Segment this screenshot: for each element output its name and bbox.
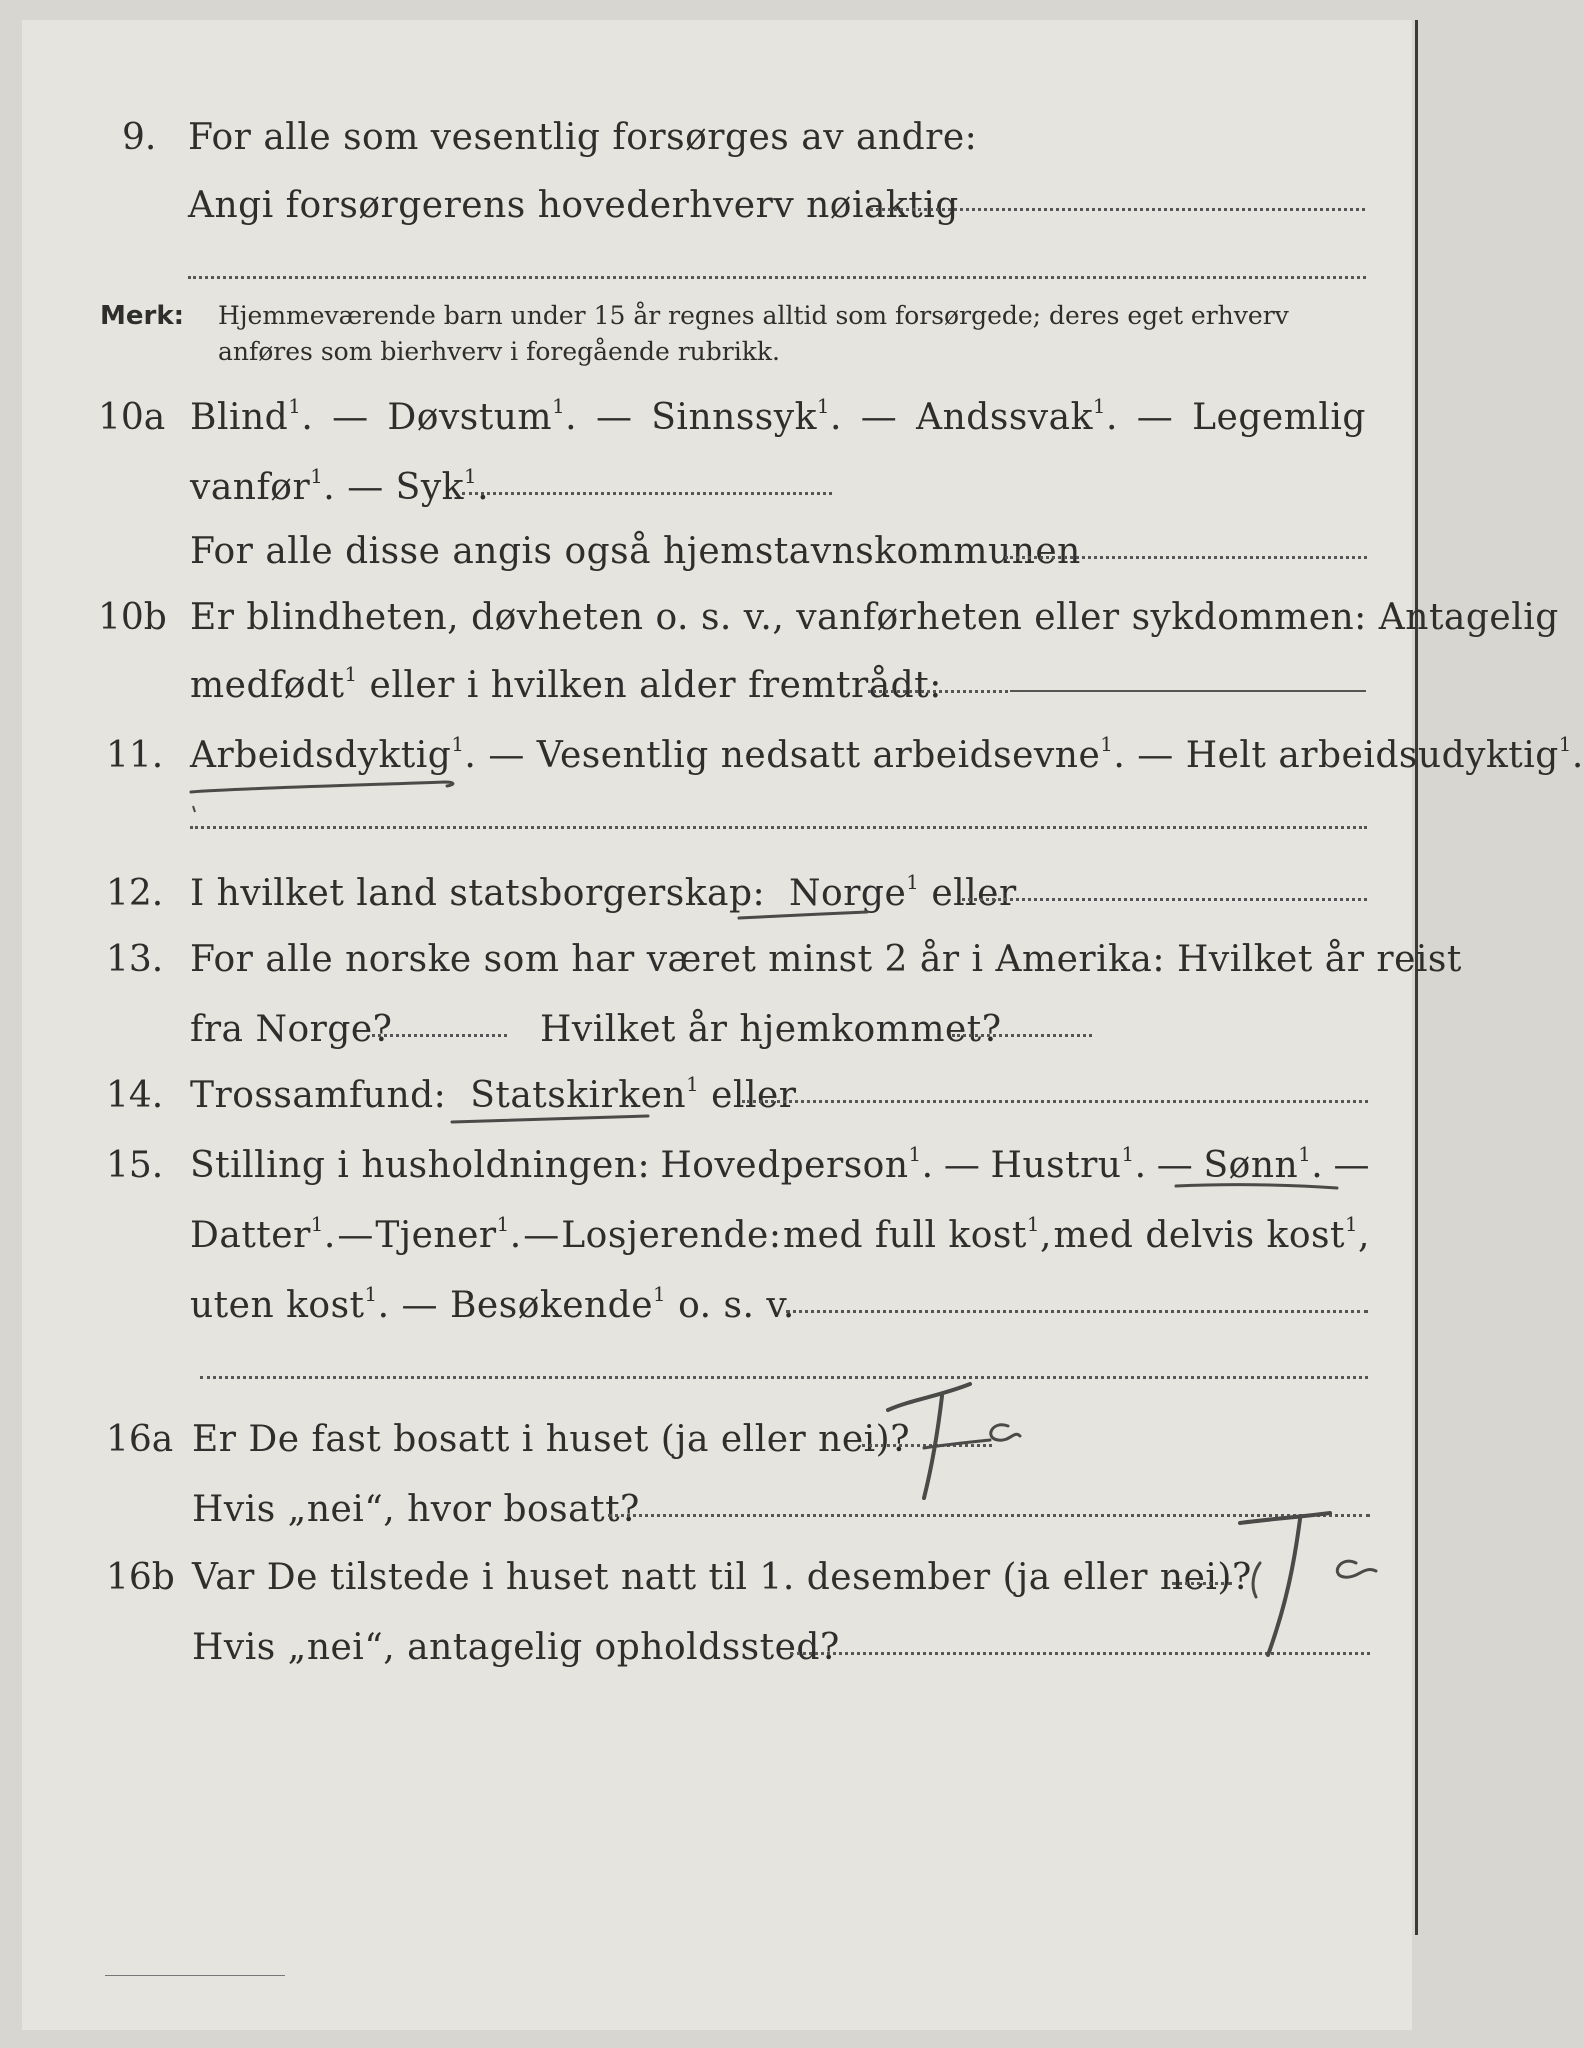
item-15-line2: Datter$^1$. — Tjener$^1$. — Losjerende: med full kost$^1$, med delvis kost$^1$, — [190, 1213, 1370, 1256]
item-16b-answer-line — [1172, 1582, 1232, 1585]
item-11-answer-line — [190, 826, 1367, 829]
item-10a-hjemstavn-line — [1005, 556, 1367, 559]
item-12-answer-line — [962, 898, 1367, 901]
item-9-line1: For alle som vesentlig forsørges av andre: — [188, 117, 978, 158]
option-hovedperson: Hovedperson$^1$. — [660, 1143, 934, 1186]
option-delvis-kost: med delvis kost$^1$, — [1053, 1213, 1370, 1256]
option-legemlig: Legemlig — [1192, 397, 1366, 438]
option-datter: Datter$^1$. — [190, 1213, 336, 1256]
item-13-fra-line — [372, 1034, 507, 1037]
item-10b-answer-line — [1010, 690, 1366, 692]
separator: — — [488, 735, 525, 776]
item-15-line3: uten kost$^1$. — Besøkende$^1$ o. s. v. — [190, 1283, 795, 1326]
separator: — — [347, 467, 384, 508]
item-9-line2: Angi forsørgerens hovederhverv nøiaktig — [188, 185, 959, 226]
option-andssvak: Andssvak$^1$. — [916, 395, 1118, 438]
item-9-number: 9. — [122, 117, 157, 158]
option-tjener: Tjener$^1$. — [375, 1213, 522, 1256]
option-syk: Syk$^1$. — [395, 465, 490, 508]
option-statskirken: Statskirken$^1$ — [470, 1073, 700, 1116]
item-10a-line2 — [190, 466, 489, 510]
merk-label: Merk: — [100, 301, 185, 331]
separator: — — [595, 397, 633, 438]
item-10b-line2: medfødt$^1$ eller i hvilken alder fremtrådt: — [190, 663, 942, 706]
option-nedsatt: Vesentlig nedsatt arbeidsevne$^1$. — [536, 733, 1126, 776]
handwriting-16a-answer — [880, 1370, 1040, 1510]
option-sinnssyk: Sinnssyk$^1$. — [651, 395, 842, 438]
item-14-line: Trossamfund: Statskirken$^1$ eller — [190, 1073, 797, 1116]
item-10a-line1 — [190, 396, 1366, 440]
item-15-answer-line — [786, 1310, 1368, 1313]
option-vanfor: vanfør$^1$. — [190, 465, 336, 508]
item-9-answer-line — [870, 208, 1365, 211]
item-11-number: 11. — [106, 735, 164, 776]
underline-sonn-mark — [1172, 1172, 1342, 1202]
underline-norge-mark — [735, 900, 875, 930]
item-12-line: I hvilket land statsborgerskap: Norge$^1$ eller — [190, 871, 1017, 914]
item-10a-answer-line — [462, 492, 832, 495]
separator: — — [523, 1215, 560, 1256]
separator: — — [860, 397, 898, 438]
underline-arbeidsdyktig-mark — [185, 764, 465, 814]
item-13-line1: For alle norske som har været minst 2 år i Amerika: Hvilket år reist — [190, 939, 1462, 980]
option-norge: Norge$^1$ — [789, 871, 920, 914]
option-uten-kost: uten kost$^1$. — [190, 1283, 390, 1326]
separator: — — [332, 397, 369, 438]
item-14-number: 14. — [106, 1075, 164, 1116]
item-15-number: 15. — [106, 1145, 164, 1186]
item-13-hjem-line — [952, 1034, 1092, 1037]
separator: — — [1137, 735, 1174, 776]
item-10a-number: 10a — [98, 397, 166, 438]
separator: — — [401, 1285, 439, 1326]
option-arbeidsdyktig: Arbeidsdyktig$^1$. — [190, 733, 477, 776]
item-10b-answer-dots — [868, 690, 1008, 693]
option-full-kost: med full kost$^1$, — [783, 1213, 1052, 1256]
merk-line1: Hjemmeværende barn under 15 år regnes alltid som forsørgede; deres eget erhverv — [218, 301, 1289, 330]
item-16b-line2: Hvis „nei“, antagelig opholdssted? — [192, 1627, 840, 1668]
handwriting-16b-answer — [1230, 1505, 1390, 1665]
separator: — — [337, 1215, 374, 1256]
item-12-number: 12. — [106, 873, 164, 914]
item-16b-number: 16b — [106, 1557, 175, 1598]
item-10b-number: 10b — [98, 597, 167, 638]
footer-rule — [105, 1975, 285, 1976]
separator: — — [1333, 1145, 1370, 1186]
item-13-hjem: Hvilket år hjemkommet? — [540, 1009, 1002, 1050]
item-9-answer-line-2 — [188, 276, 1366, 279]
item-16a-line1: Er De fast bosatt i huset (ja eller nei)? — [192, 1419, 911, 1460]
option-udyktig: Helt arbeidsudyktig$^1$. — [1185, 733, 1584, 776]
item-15-answer-line-2 — [200, 1376, 1368, 1379]
item-15-line1: Stilling i husholdningen: Hovedperson$^1$. — Hustru$^1$. — Sønn$^1$. — — [190, 1143, 1370, 1186]
separator: — — [1136, 397, 1174, 438]
option-sonn: Sønn$^1$. — [1203, 1143, 1324, 1186]
item-10a-line3: For alle disse angis også hjemstavnskommunen — [190, 531, 1081, 572]
item-13-fra: fra Norge? — [190, 1009, 393, 1050]
option-besokende: Besøkende$^1$ — [449, 1283, 667, 1326]
item-13-number: 13. — [106, 939, 164, 980]
item-16b-line1: Var De tilstede i huset natt til 1. desember (ja eller nei)? — [192, 1557, 1252, 1598]
option-blind: Blind$^1$. — [190, 395, 314, 438]
option-dovstum: Døvstum$^1$. — [387, 395, 578, 438]
separator: — — [943, 1145, 981, 1186]
option-hustru: Hustru$^1$. — [990, 1143, 1147, 1186]
underline-statskirken-mark — [448, 1104, 658, 1134]
item-10b-line1: Er blindheten, døvheten o. s. v., vanførheten eller sykdommen: Antagelig — [190, 597, 1559, 638]
item-16a-line2: Hvis „nei“, hvor bosatt? — [192, 1489, 640, 1530]
item-16a-number: 16a — [106, 1419, 174, 1460]
item-14-answer-line — [742, 1100, 1368, 1103]
merk-line2: anføres som bierhverv i foregående rubrikk. — [218, 337, 780, 366]
separator: — — [1156, 1145, 1194, 1186]
